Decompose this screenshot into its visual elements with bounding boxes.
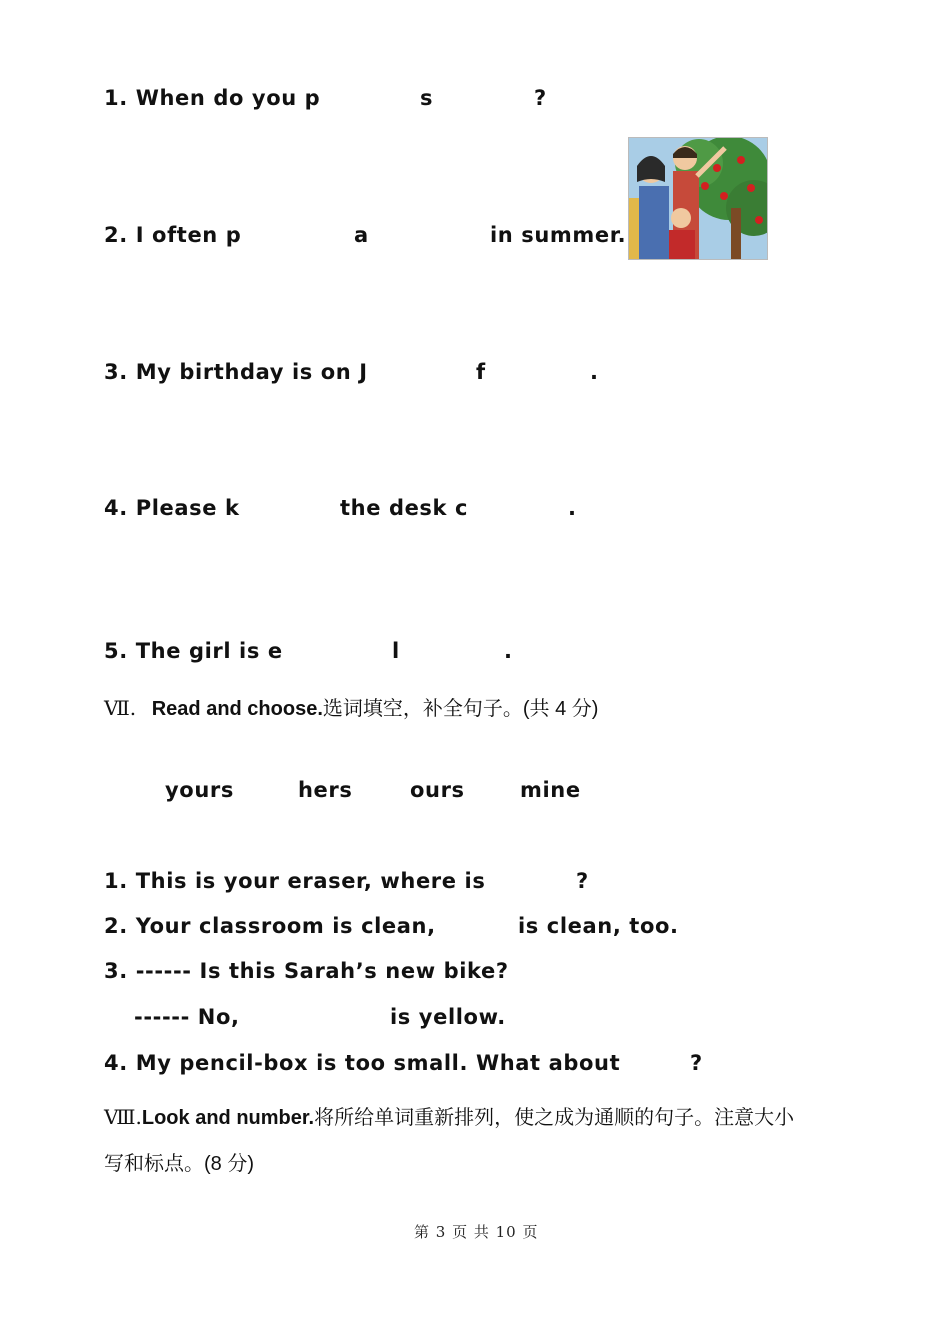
q6-4-part3: . [568,496,577,520]
q7-4 [104,1051,620,1075]
q6-2-part2: a [354,223,369,247]
section7-instruction: 选词填空，补全句子。(共 4 分) [322,698,599,720]
word-bank-ours: ours [410,778,465,802]
q7-3-answer-part2: is yellow. [390,1005,506,1029]
word-bank-yours: yours [165,778,234,802]
word-bank-mine: mine [520,778,581,802]
q6-3-part1: My birthday is on J [135,360,368,384]
q7-4-part2: ? [690,1051,703,1075]
q7-4-part1: My pencil-box is too small. What about [135,1051,621,1075]
q7-1-part2: ? [576,869,589,893]
q6-2-part1: I often p [135,223,242,247]
q7-3-answer-line: ------ No, [134,1005,240,1029]
q6-1-num: 1. [104,86,128,110]
section7-heading [104,692,598,721]
section8-roman: Ⅷ. [104,1105,142,1129]
q6-4 [104,496,240,520]
q6-1-part1: When do you p [135,86,321,110]
q7-1-part1: This is your eraser, where is [135,869,486,893]
q7-3-part1: ------ Is this Sarah’s new bike? [135,959,509,983]
q6-2 [104,223,241,247]
q6-5-part2: l [392,639,400,663]
q6-2-part3: in summer. [490,223,627,247]
q7-1 [104,869,485,893]
section8-heading [104,1101,794,1130]
q6-1-part2: s [420,86,434,110]
section7-roman: Ⅶ. [104,696,137,720]
q6-3-part2: f [476,360,486,384]
q6-4-num: 4. [104,496,128,520]
section7-title: Read and choose. [151,698,323,720]
q7-2 [104,914,436,938]
q6-3-part3: . [590,360,599,384]
q7-2-num: 2. [104,914,128,938]
section8-instruction-line1: 将所给单词重新排列，使之成为通顺的句子。注意大小 [314,1107,795,1129]
page-footer: 第 3 页 共 10 页 [414,1223,539,1241]
q7-4-num: 4. [104,1051,128,1075]
q7-1-num: 1. [104,869,128,893]
q6-3-num: 3. [104,360,128,384]
word-bank-hers: hers [298,778,353,802]
q6-4-part1: Please k [135,496,240,520]
apple-picking-family-picture [628,137,768,260]
q7-2-part2: is clean, too. [518,914,679,938]
q6-5-num: 5. [104,639,128,663]
q6-4-part2: the desk c [340,496,469,520]
q6-5 [104,639,283,663]
q7-3 [104,959,509,983]
q6-1-part3: ? [534,86,547,110]
section8-title: Look and number. [141,1107,315,1129]
q7-3-num: 3. [104,959,128,983]
q6-5-part1: The girl is e [135,639,283,663]
q6-2-num: 2. [104,223,128,247]
q6-3 [104,360,368,384]
q7-2-part1: Your classroom is clean, [135,914,436,938]
section8-instruction-line2: 写和标点。(8 分) [104,1153,254,1175]
q6-1 [104,86,320,110]
q6-5-part3: . [504,639,513,663]
